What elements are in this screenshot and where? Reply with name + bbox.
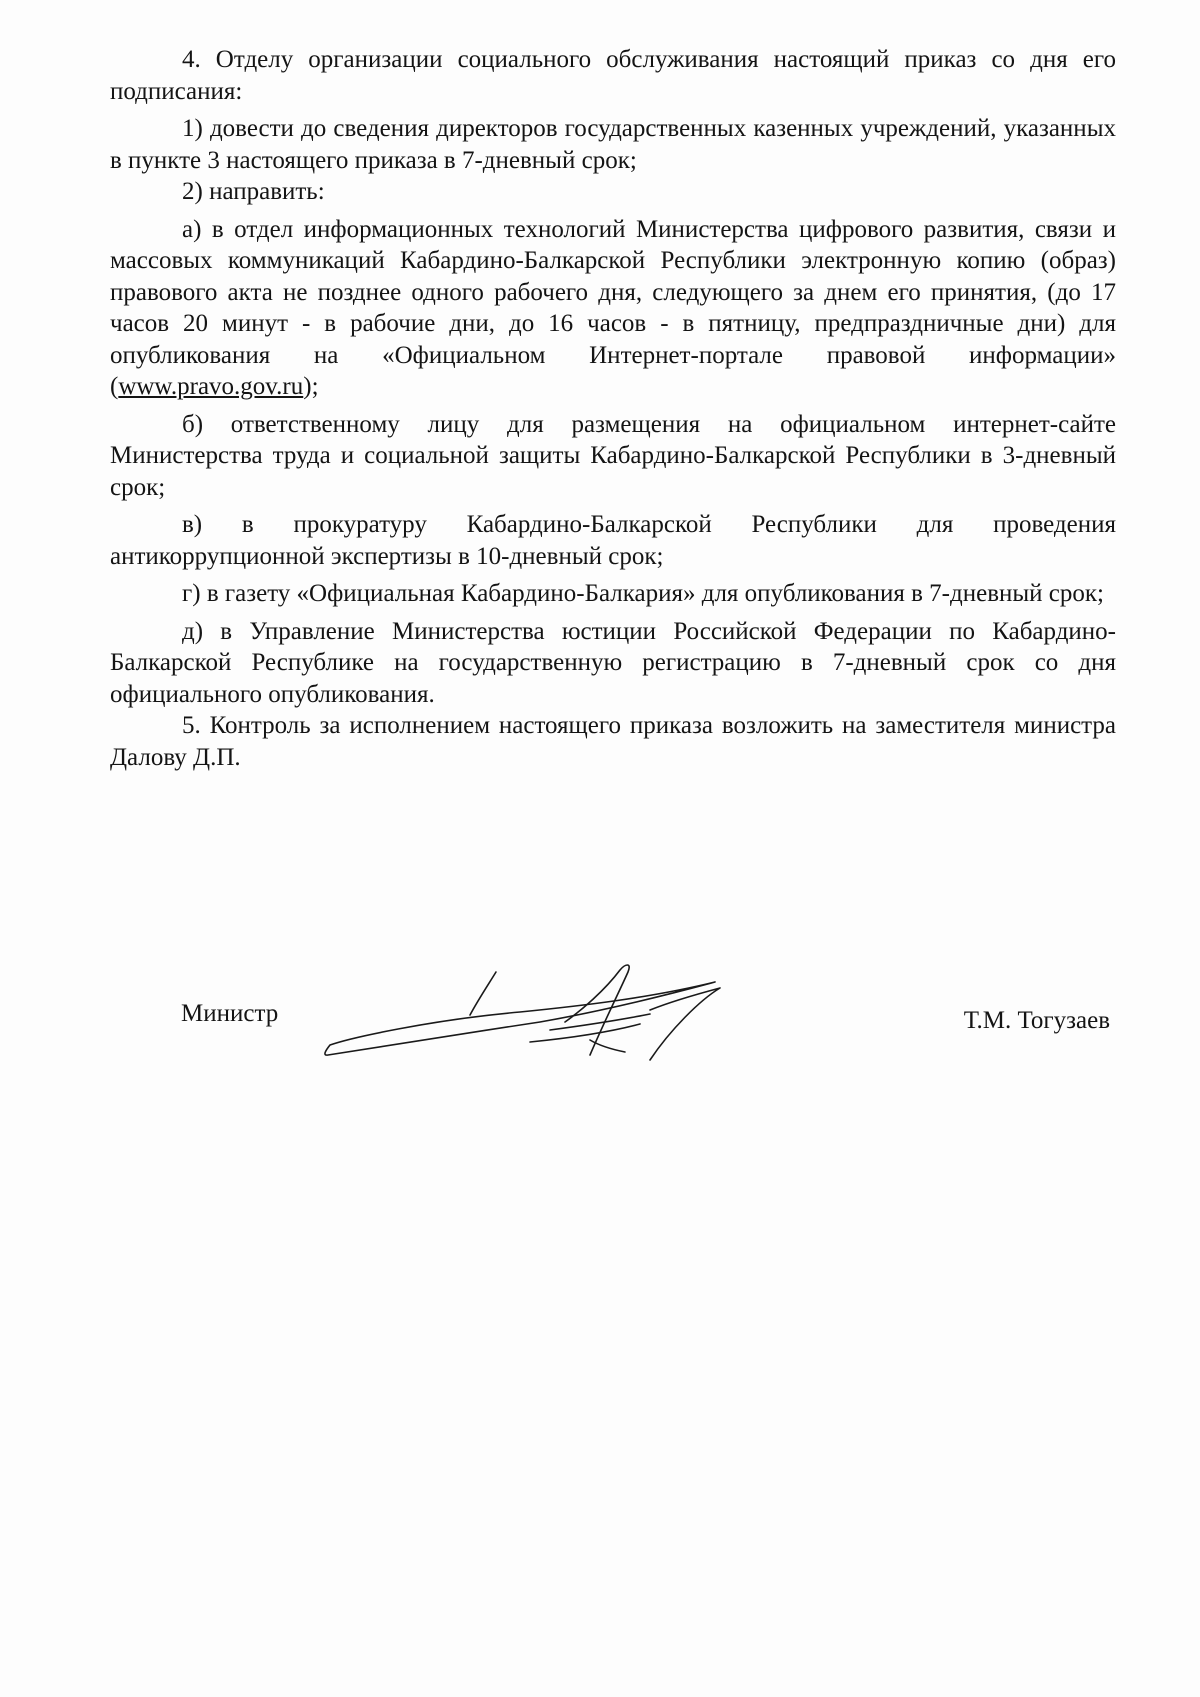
paragraph-item-4: 4. Отделу организации социального обслуживания настоящий приказ со дня его подписания: (110, 46, 1116, 105)
paragraph-item-4-2-b: б) ответственному лицу для размещения на официальном интернет-сайте Министерства труда и социальной защиты Кабардино-Балкарской Республики в 3-дневный срок; (110, 410, 1116, 501)
paragraph-item-4-2: 2) направить: (182, 178, 325, 205)
paragraph-item-4-1: 1) довести до сведения директоров государственных казенных учреждений, указанных в пункте 3 настоящего приказа в 7-дневный срок; (110, 115, 1116, 174)
paragraph-item-4-2-a (110, 214, 1116, 403)
pravo-gov-link[interactable]: www.pravo.gov.ru (118, 373, 304, 400)
signatory-name: Т.М. Тогузаев (963, 1007, 1110, 1034)
paragraph-item-4-2-d: д) в Управление Министерства юстиции Российской Федерации по Кабардино-Балкарской Республике на государственную регистрацию в 7-дневный срок со дня официального опубликования. (110, 617, 1116, 708)
paragraph-item-4-2-a-text: а) в отдел информационных технологий Министерства цифрового развития, связи и массовых коммуникаций Кабардино-Балкарской Республики электронную копию (образ) правового акта не позднее одного рабочего дня, следующего за днем его принятия, (до 17 часов 20 минут - в рабочие дни, до 16 часов - в пятницу, предпраздничные дни) для опубликования на «Официальном Интернет-портале правовой информации» ( (110, 215, 1116, 400)
handwritten-signature-icon (320, 960, 760, 1080)
signature-block (0, 960, 1200, 1100)
document-body (110, 44, 1116, 773)
paragraph-item-4-2-a-tail: ); (303, 373, 319, 400)
signatory-title: Министр (181, 1000, 279, 1027)
paragraph-item-5: 5. Контроль за исполнением настоящего приказа возложить на заместителя министра Далову Д.П. (110, 712, 1116, 771)
paragraph-item-4-2-g: г) в газету «Официальная Кабардино-Балкария» для опубликования в 7-дневный срок; (182, 580, 1104, 607)
paragraph-item-4-2-v: в) в прокуратуру Кабардино-Балкарской Республики для проведения антикоррупционной экспертизы в 10-дневный срок; (110, 511, 1116, 570)
